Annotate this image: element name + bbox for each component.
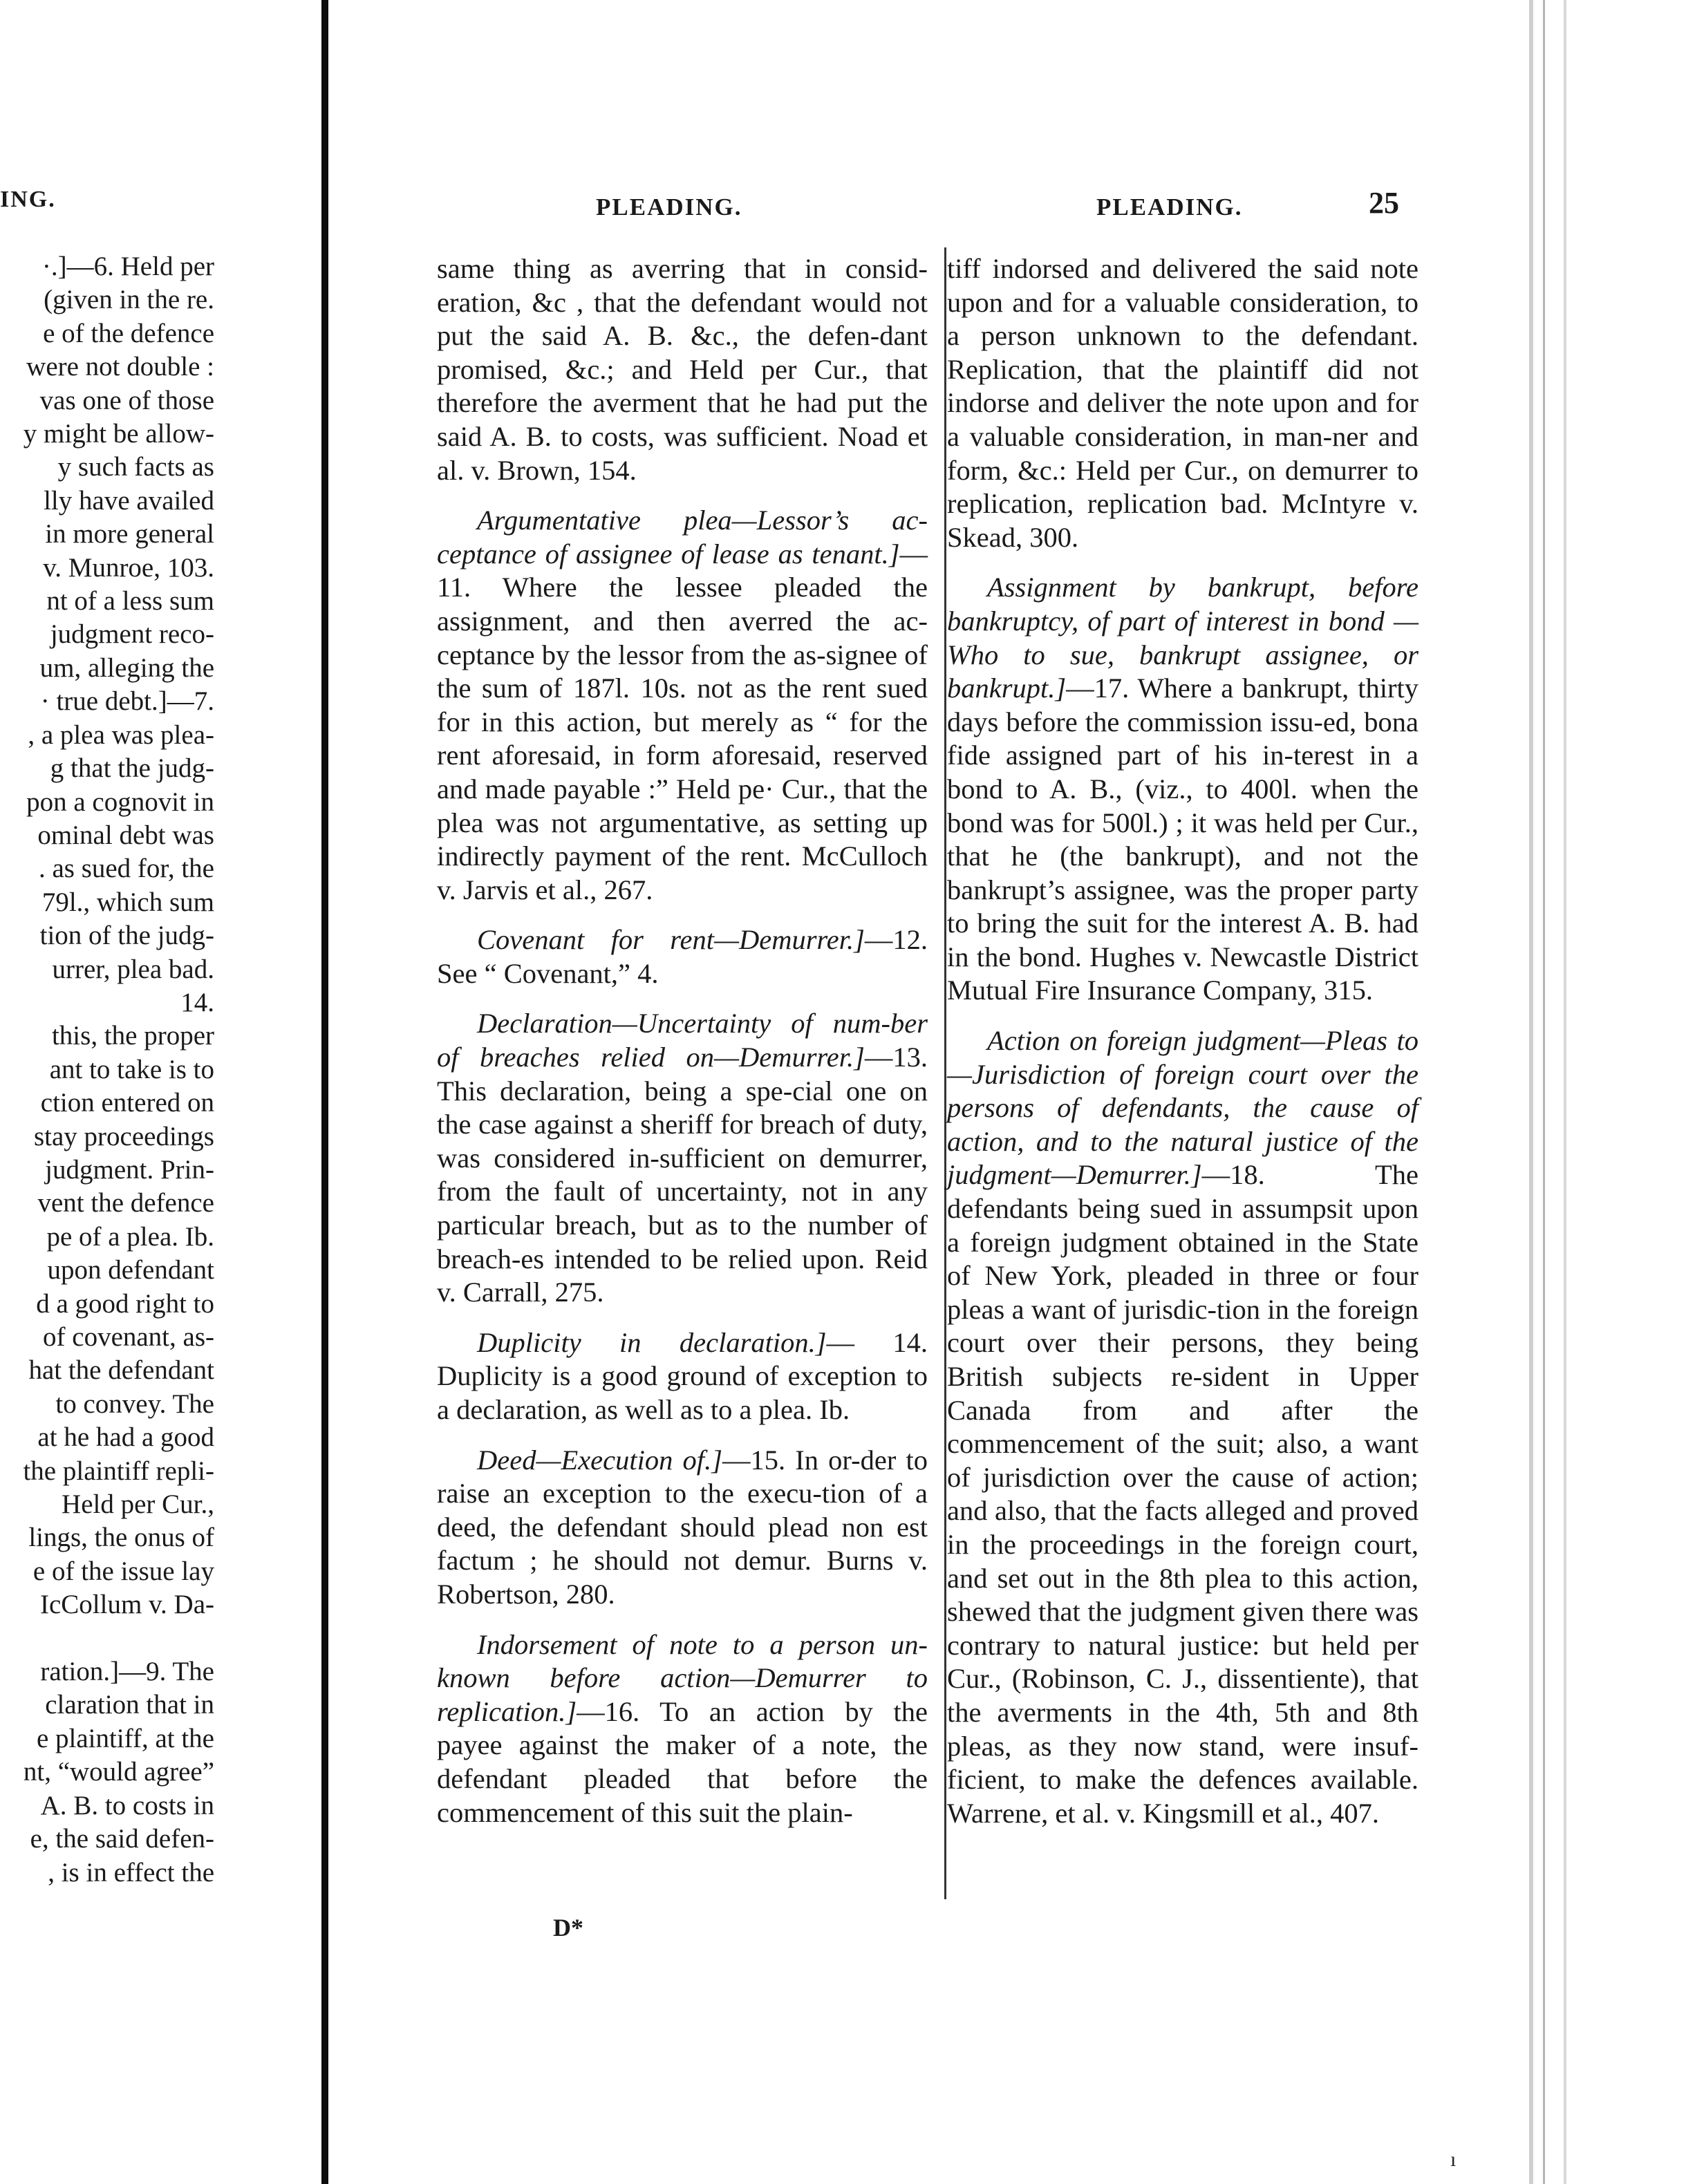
left-page-line: this, the proper	[51, 1021, 214, 1051]
left-page-line: claration that in	[45, 1690, 214, 1720]
column-rule	[944, 247, 946, 1899]
entry-body: —15. In or-der to raise an exception to the execu-tion of a deed, the defendant should plead non est factum ; he should not demur. Burns v. Robertson, 280.	[437, 1444, 928, 1610]
paragraph-body: tiff indorsed and delivered the said note upon and for a valuable consideration, to a person unknown to the defendant. Replication, that the plaintiff did not indorse and deliver the note upon and for a valuable consideration, in man-ner and form, &c.: Held per Cur., on demurrer to replication, replication bad. McIntyre v. Skead, 300.	[947, 253, 1418, 553]
left-page-line: A. B. to costs in	[40, 1790, 214, 1820]
left-page-line: (given in the re.	[44, 285, 214, 315]
left-page-line: ration.]—9. The	[40, 1657, 214, 1687]
left-page-line: IcCollum v. Da-	[40, 1590, 214, 1620]
left-page-line: lly have availed	[44, 485, 214, 516]
entry-heading: Assignment by bankrupt, before bankruptcy, of part of interest in bond —Who to sue, bankrupt assignee, or bankrupt.]	[947, 572, 1418, 704]
left-page-line: g that the judg-	[50, 753, 214, 784]
entry-heading: Deed—Execution of.]	[477, 1444, 722, 1476]
left-page-line: in more general	[45, 519, 214, 549]
page-edge-shadow	[1564, 0, 1566, 2184]
left-page-line: . as sued for, the	[38, 854, 214, 884]
left-page-line: ant to take is to	[49, 1054, 214, 1084]
entry-body: —16. To an action by the payee against the maker of a note, the defendant pleaded that before the commencement of this suit the plain-	[437, 1695, 928, 1828]
left-page-line: y might be allow-	[23, 419, 214, 449]
digest-entry	[437, 1628, 928, 1830]
left-page-line: the plaintiff repli-	[23, 1456, 214, 1486]
left-page-line: to convey. The	[55, 1388, 214, 1419]
digest-entry	[947, 571, 1418, 1008]
entry-body: —11. Where the lessee pleaded the assignment, and then averred the ac-ceptance by the lessor from the as-signee of the sum of 187l. 10s. not as the rent sued for in this action, but merely as “ for the rent aforesaid, in form aforesaid, reserved and made payable :” Held pe· Cur., that the plea was not argumentative, as setting up indirectly payment of the rent. McCulloch v. Jarvis et al., 267.	[437, 538, 928, 905]
left-page-line: d a good right to	[36, 1288, 214, 1319]
digest-entry	[437, 923, 928, 990]
running-head-right: PLEADING.	[1096, 194, 1243, 220]
left-page-line: vent the defence	[37, 1188, 214, 1218]
left-page-text	[23, 250, 214, 1890]
paragraph-body: same thing as averring that in consid-eration, &c , that the defendant would not put the said A. B. &c., the defen-dant promised, &c.; and Held per Cur., that therefore the averment that he had put the said A. B. to costs, was sufficient. Noad et al. v. Brown, 154.	[437, 253, 928, 486]
entry-heading: Covenant for rent—Demurrer.]	[477, 924, 865, 956]
left-page-line: Held per Cur.,	[62, 1489, 214, 1520]
left-page-line	[23, 1622, 214, 1655]
left-page-line: e, the said defen-	[30, 1824, 214, 1854]
page-gutter-shadow	[321, 0, 328, 2184]
left-page-line: e of the issue lay	[32, 1556, 214, 1586]
page-edge-shadow	[1543, 0, 1545, 2184]
left-page-line: , is in effect the	[48, 1857, 214, 1888]
left-page-line: ominal debt was	[37, 820, 214, 850]
entry-heading: Declaration—Uncertainty of num-ber of breaches relied on—Demurrer.]	[437, 1008, 928, 1073]
entry-body: —17. Where a bankrupt, thirty days before the commission issu-ed, bona fide assigned part of his in-terest in a bond to A. B., (viz., to 400l. when the bond was for 500l.) ; it was held per Cur., that he (the bankrupt), and not the bankrupt’s assignee, was the proper party to bring the suit for the interest A. B. had in the bond. Hughes v. Newcastle District Mutual Fire Insurance Company, 315.	[947, 672, 1418, 1006]
page-number: 25	[1369, 186, 1399, 220]
left-facing-page	[0, 0, 220, 2184]
left-page-line: e of the defence	[43, 318, 214, 348]
entry-heading: Indorsement of note to a person un-known before action—Demurrer to replication.]	[437, 1628, 928, 1727]
left-page-line: pe of a plea. Ib.	[46, 1221, 214, 1252]
left-page-line: ction entered on	[40, 1088, 214, 1118]
left-page-line: y such facts as	[57, 452, 214, 482]
left-page-line: nt of a less sum	[46, 586, 214, 616]
left-page-line: were not double :	[26, 352, 214, 382]
left-page-line: e plaintiff, at the	[36, 1723, 214, 1753]
digest-entry	[437, 1007, 928, 1309]
entry-body: — 14. Duplicity is a good ground of exception to a declaration, as well as to a plea. Ib.	[437, 1326, 928, 1425]
page-edge-shadow	[1529, 0, 1533, 2184]
entry-heading: Argumentative plea—Lessor’s ac-ceptance of assignee of lease as tenant.]	[437, 505, 928, 569]
digest-entry	[437, 1326, 928, 1427]
entry-heading: Duplicity in declaration.]	[477, 1326, 827, 1358]
entry-heading: Action on foreign judgment—Pleas to—Jurisdiction of foreign court over the persons of defendants, the cause of action, and to the natural justice of the judgment—Demurrer.]	[947, 1025, 1418, 1191]
left-page-line: um, alleging the	[39, 652, 214, 683]
left-page-line: vas one of those	[39, 385, 214, 415]
paragraph	[947, 252, 1418, 554]
left-page-line: judgment reco-	[50, 619, 214, 650]
entry-body: —18. The defendants being sued in assumpsit upon a foreign judgment obtained in the State of New York, pleaded in three or four pleas a want of jurisdic-tion in the foreign court over their persons, they being British subjects re-sident in Upper Canada from and after the commencement of the suit; also, a want of jurisdiction over the cause of action; and also, that the facts alleged and proved in the proceedings in the foreign court, and set out in the 8th plea to this action, shewed that the judgment given there was contrary to natural justice: but held per Cur., (Robinson, C. J., dissentiente), that the averments in the 4th, 5th and 8th pleas, as they now stand, were insuf-ficient, to make the defences available. Warrene, et al. v. Kingsmill et al., 407.	[947, 1159, 1418, 1829]
corner-mark: ı	[1450, 2148, 1457, 2171]
digest-entry	[947, 1024, 1418, 1830]
left-page-running-head: ING.	[0, 187, 56, 212]
text-column-right	[947, 252, 1418, 1847]
paragraph	[437, 252, 928, 487]
left-page-line: , a plea was plea-	[28, 719, 214, 750]
left-page-line: pon a cognovit in	[26, 787, 214, 817]
left-page-line: urrer, plea bad.	[52, 954, 214, 984]
left-page-line: judgment. Prin-	[45, 1154, 214, 1185]
left-page-line: 14.	[180, 987, 214, 1017]
left-page-line: upon defendant	[47, 1255, 214, 1286]
running-head-left: PLEADING.	[596, 194, 742, 220]
signature-mark: D*	[553, 1914, 583, 1941]
digest-entry	[437, 504, 928, 907]
left-page-line: nt, “would agree”	[23, 1757, 214, 1787]
digest-entry	[437, 1444, 928, 1612]
left-page-line: tion of the judg-	[39, 921, 214, 951]
entry-body: —13. This declaration, being a spe-cial one on the case against a sheriff for breach of duty, was considered in-sufficient on demurrer, from the fault of uncertainty, not in any particular breach, but as to the number of breach-es intended to be relied upon. Reid v. Carrall, 275.	[437, 1042, 928, 1308]
text-column-left	[437, 252, 928, 1846]
left-page-line: 79l., which sum	[41, 887, 214, 917]
entry-body: —12. See “ Covenant,” 4.	[437, 924, 928, 989]
left-page-line: · true debt.]—7.	[40, 686, 214, 717]
left-page-line: of covenant, as-	[43, 1322, 214, 1352]
left-page-line: ·.]—6. Held per	[41, 252, 214, 281]
left-page-line: stay proceedings	[33, 1121, 214, 1151]
left-page-line: lings, the onus of	[28, 1523, 214, 1553]
left-page-line: at he had a good	[37, 1422, 214, 1453]
left-page-line: v. Munroe, 103.	[43, 552, 214, 583]
left-page-line: hat the defendant	[28, 1355, 214, 1386]
